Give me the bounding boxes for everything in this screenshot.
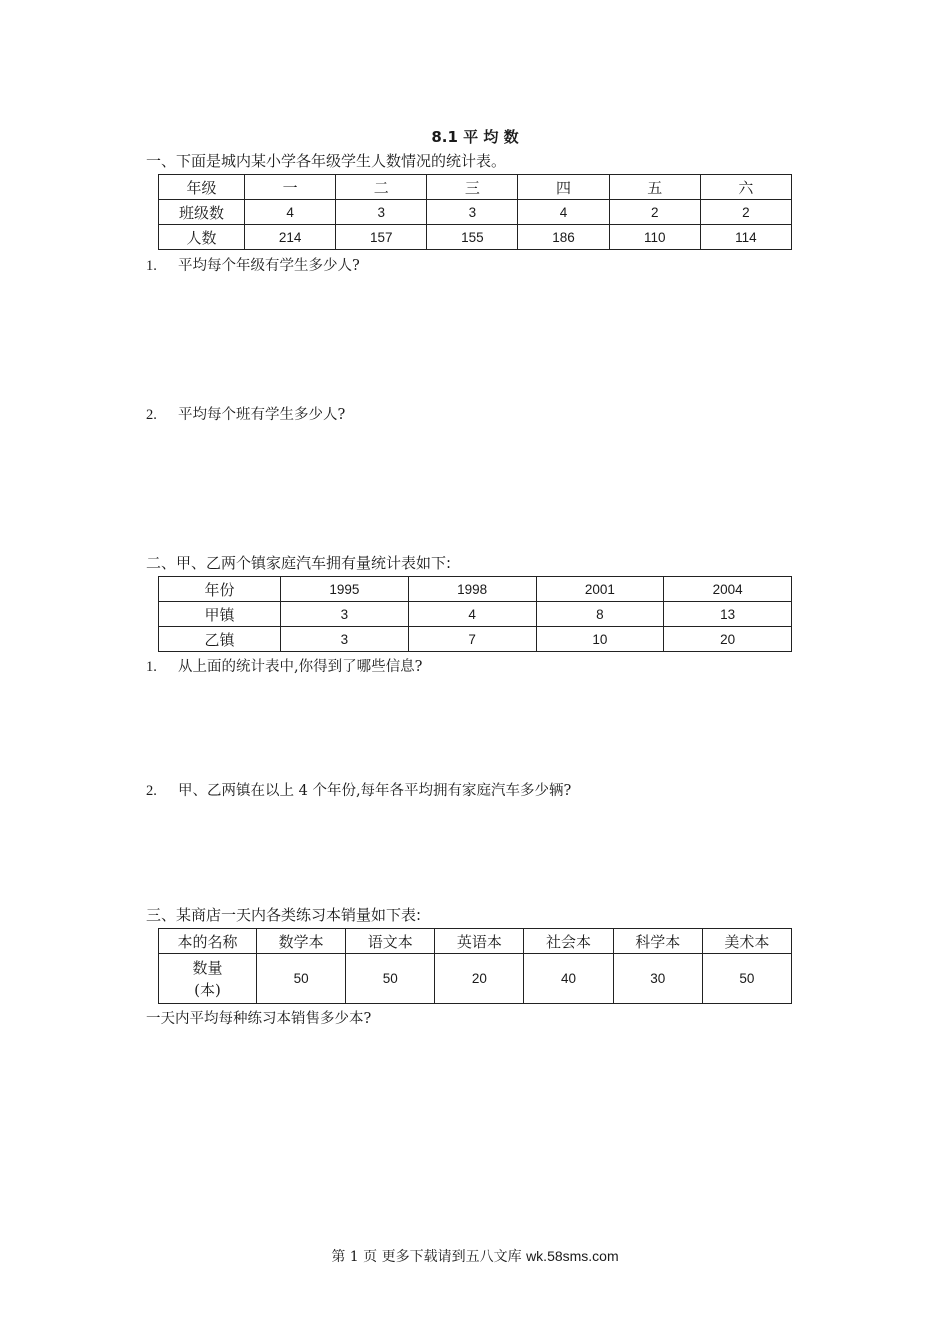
table-row xyxy=(159,627,792,652)
table-cell: 2 xyxy=(700,200,791,225)
question-text: 从上面的统计表中,你得到了哪些信息? xyxy=(178,659,423,675)
table-cell: 110 xyxy=(609,225,700,250)
row-label: 甲镇 xyxy=(159,602,281,627)
row-label: 人数 xyxy=(159,225,245,250)
table-header-cell: 二 xyxy=(336,175,427,200)
table-header-cell: 社会本 xyxy=(524,929,613,954)
table-row xyxy=(159,225,792,250)
row-label xyxy=(159,954,257,1004)
table-cell: 4 xyxy=(518,200,609,225)
table-header-cell: 英语本 xyxy=(435,929,524,954)
question-number: 1. xyxy=(146,659,157,675)
row-label-line: (本) xyxy=(194,980,221,999)
table-cell: 8 xyxy=(536,602,664,627)
row-label-line: 数量 xyxy=(192,958,223,977)
question-text: 一天内平均每种练习本销售多少本? xyxy=(146,1011,372,1027)
table-header-cell: 数学本 xyxy=(257,929,346,954)
question xyxy=(146,1010,371,1028)
question xyxy=(146,782,571,800)
table-cell: 50 xyxy=(702,954,791,1004)
table-header-cell: 年级 xyxy=(159,175,245,200)
table-cell: 20 xyxy=(664,627,792,652)
table-cell: 114 xyxy=(700,225,791,250)
table-cell: 10 xyxy=(536,627,664,652)
table-row xyxy=(159,200,792,225)
row-label: 班级数 xyxy=(159,200,245,225)
table-row xyxy=(159,954,792,1004)
table-cell: 50 xyxy=(346,954,435,1004)
table-cell: 3 xyxy=(336,200,427,225)
section1-heading: 一、下面是城内某小学各年级学生人数情况的统计表。 xyxy=(146,152,507,170)
question-number: 1. xyxy=(146,258,157,274)
footer-link[interactable]: wk.58sms.com xyxy=(526,1248,619,1264)
table-cell: 50 xyxy=(257,954,346,1004)
notebook-sales-table xyxy=(158,928,792,1004)
table-cell: 13 xyxy=(664,602,792,627)
question-number: 2. xyxy=(146,783,157,799)
question xyxy=(146,658,422,676)
table-header-cell: 三 xyxy=(427,175,518,200)
table-header-cell: 1995 xyxy=(281,577,409,602)
table-cell: 30 xyxy=(613,954,702,1004)
question-text: 平均每个年级有学生多少人? xyxy=(178,258,360,274)
table-cell: 4 xyxy=(408,602,536,627)
footer-text: 第 1 页 更多下载请到五八文库 xyxy=(331,1249,527,1265)
table-header-cell: 本的名称 xyxy=(159,929,257,954)
table-header-cell: 年份 xyxy=(159,577,281,602)
table-cell: 157 xyxy=(336,225,427,250)
question-text: 平均每个班有学生多少人? xyxy=(178,407,346,423)
car-ownership-table xyxy=(158,576,792,652)
table-cell: 3 xyxy=(281,627,409,652)
section3-heading: 三、某商店一天内各类练习本销量如下表: xyxy=(146,906,422,924)
table-cell: 186 xyxy=(518,225,609,250)
grade-table xyxy=(158,174,792,250)
question xyxy=(146,257,360,275)
question-text: 甲、乙两镇在以上 4 个年份,每年各平均拥有家庭汽车多少辆? xyxy=(178,783,572,799)
table-cell: 4 xyxy=(245,200,336,225)
table-header-cell: 美术本 xyxy=(702,929,791,954)
table-cell: 3 xyxy=(427,200,518,225)
section2-heading: 二、甲、乙两个镇家庭汽车拥有量统计表如下: xyxy=(146,554,452,572)
table-cell: 3 xyxy=(281,602,409,627)
table-cell: 7 xyxy=(408,627,536,652)
table-header-cell: 一 xyxy=(245,175,336,200)
table-header-cell: 四 xyxy=(518,175,609,200)
table-header-cell: 语文本 xyxy=(346,929,435,954)
table-header-cell: 科学本 xyxy=(613,929,702,954)
page-footer xyxy=(0,1246,950,1266)
table-header-cell: 五 xyxy=(609,175,700,200)
table-header-cell: 2001 xyxy=(536,577,664,602)
table-cell: 214 xyxy=(245,225,336,250)
table-header-cell: 六 xyxy=(700,175,791,200)
question xyxy=(146,406,345,424)
page-title: 8.1 平 均 数 xyxy=(431,128,519,146)
table-header-cell: 1998 xyxy=(408,577,536,602)
table-cell: 155 xyxy=(427,225,518,250)
table-cell: 2 xyxy=(609,200,700,225)
table-header-cell: 2004 xyxy=(664,577,792,602)
table-row xyxy=(159,602,792,627)
table-cell: 40 xyxy=(524,954,613,1004)
question-number: 2. xyxy=(146,407,157,423)
table-cell: 20 xyxy=(435,954,524,1004)
row-label: 乙镇 xyxy=(159,627,281,652)
